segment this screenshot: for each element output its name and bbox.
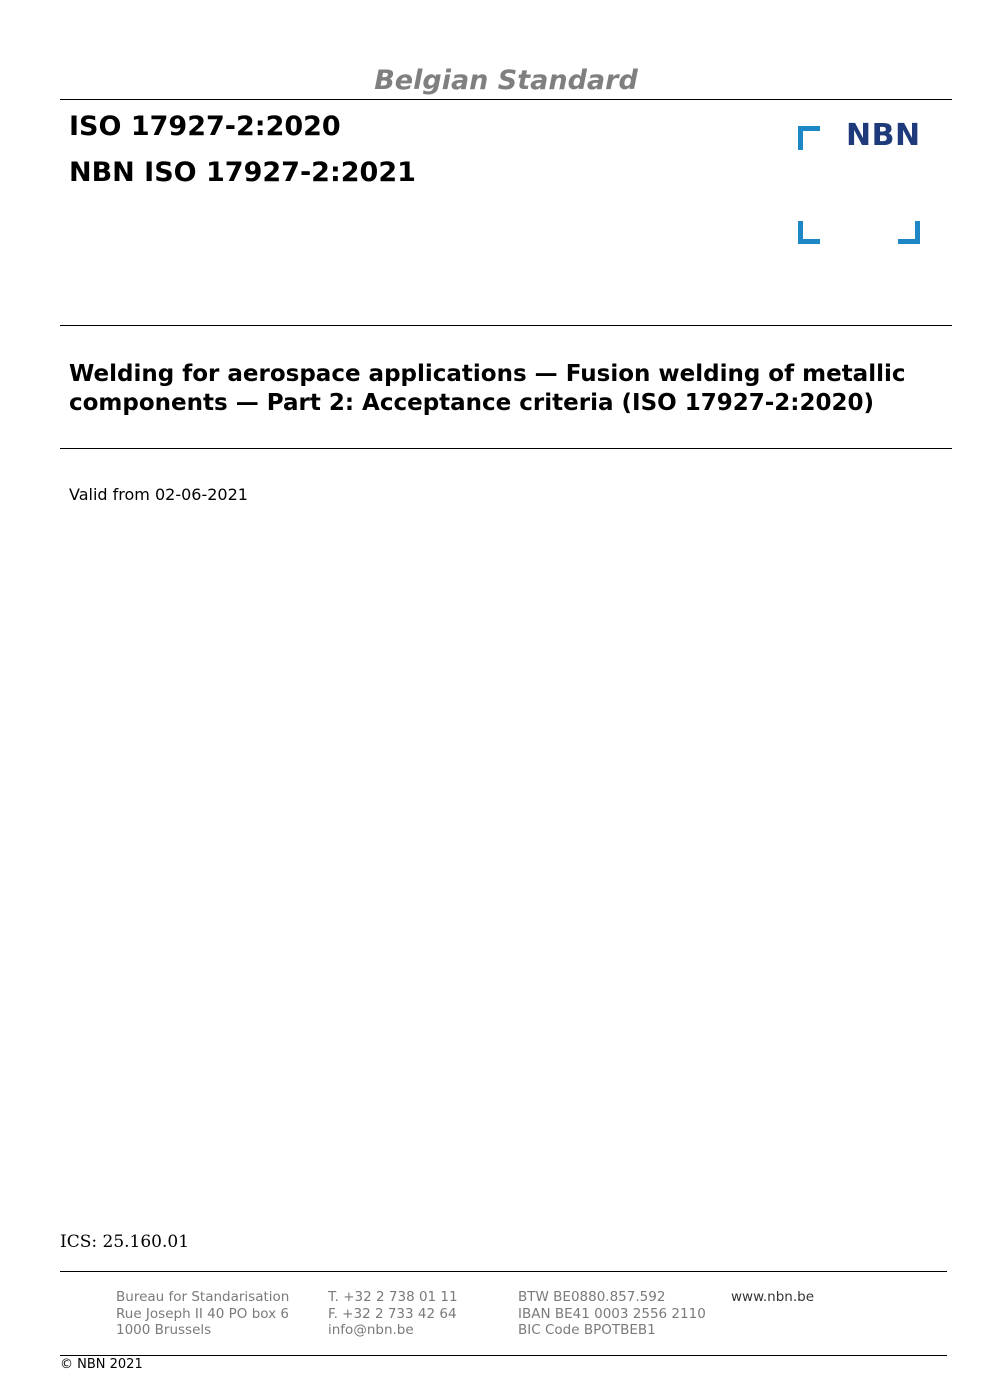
footer-top-rule: [60, 1271, 947, 1272]
vat-line: BTW BE0880.857.592: [518, 1289, 666, 1305]
footer-address: [116, 1289, 289, 1339]
iso-standard-code: ISO 17927-2:2020: [69, 111, 341, 142]
logo-bracket-bottom-left-icon: [798, 221, 820, 244]
title-top-rule: [60, 325, 952, 326]
iban-line: IBAN BE41 0003 2556 2110: [518, 1305, 706, 1322]
address-line: Bureau for Standarisation: [116, 1289, 290, 1305]
footer-bank: [518, 1289, 706, 1339]
logo-bracket-bottom-right-icon: [898, 221, 920, 244]
footer-contact: [328, 1289, 458, 1339]
ics-code: ICS: 25.160.01: [60, 1232, 190, 1252]
fax-line: F. +32 2 733 42 64: [328, 1305, 457, 1322]
document-title: [69, 360, 949, 418]
footer-website: www.nbn.be: [731, 1289, 815, 1305]
valid-from-date: Valid from 02-06-2021: [69, 485, 248, 504]
logo-text: NBN: [846, 118, 921, 153]
title-line-2: components — Part 2: Acceptance criteria (ISO 17927-2:2020): [69, 390, 874, 416]
nbn-standard-code: NBN ISO 17927-2:2021: [69, 157, 416, 188]
title-line-1: Welding for aerospace applications — Fusion welding of metallic: [69, 361, 906, 387]
phone-line: T. +32 2 738 01 11: [328, 1289, 458, 1305]
logo-bracket-top-left-icon: [798, 126, 820, 150]
email-line: info@nbn.be: [328, 1322, 414, 1338]
address-line: Rue Joseph II 40 PO box 6: [116, 1305, 289, 1322]
bic-line: BIC Code BPOTBEB1: [518, 1322, 656, 1338]
footer-bottom-rule: [60, 1355, 947, 1356]
top-rule: [60, 99, 952, 100]
title-bottom-rule: [60, 448, 952, 449]
copyright-notice: © NBN 2021: [60, 1357, 143, 1372]
document-type-label: Belgian Standard: [374, 65, 638, 96]
address-line: 1000 Brussels: [116, 1322, 212, 1338]
